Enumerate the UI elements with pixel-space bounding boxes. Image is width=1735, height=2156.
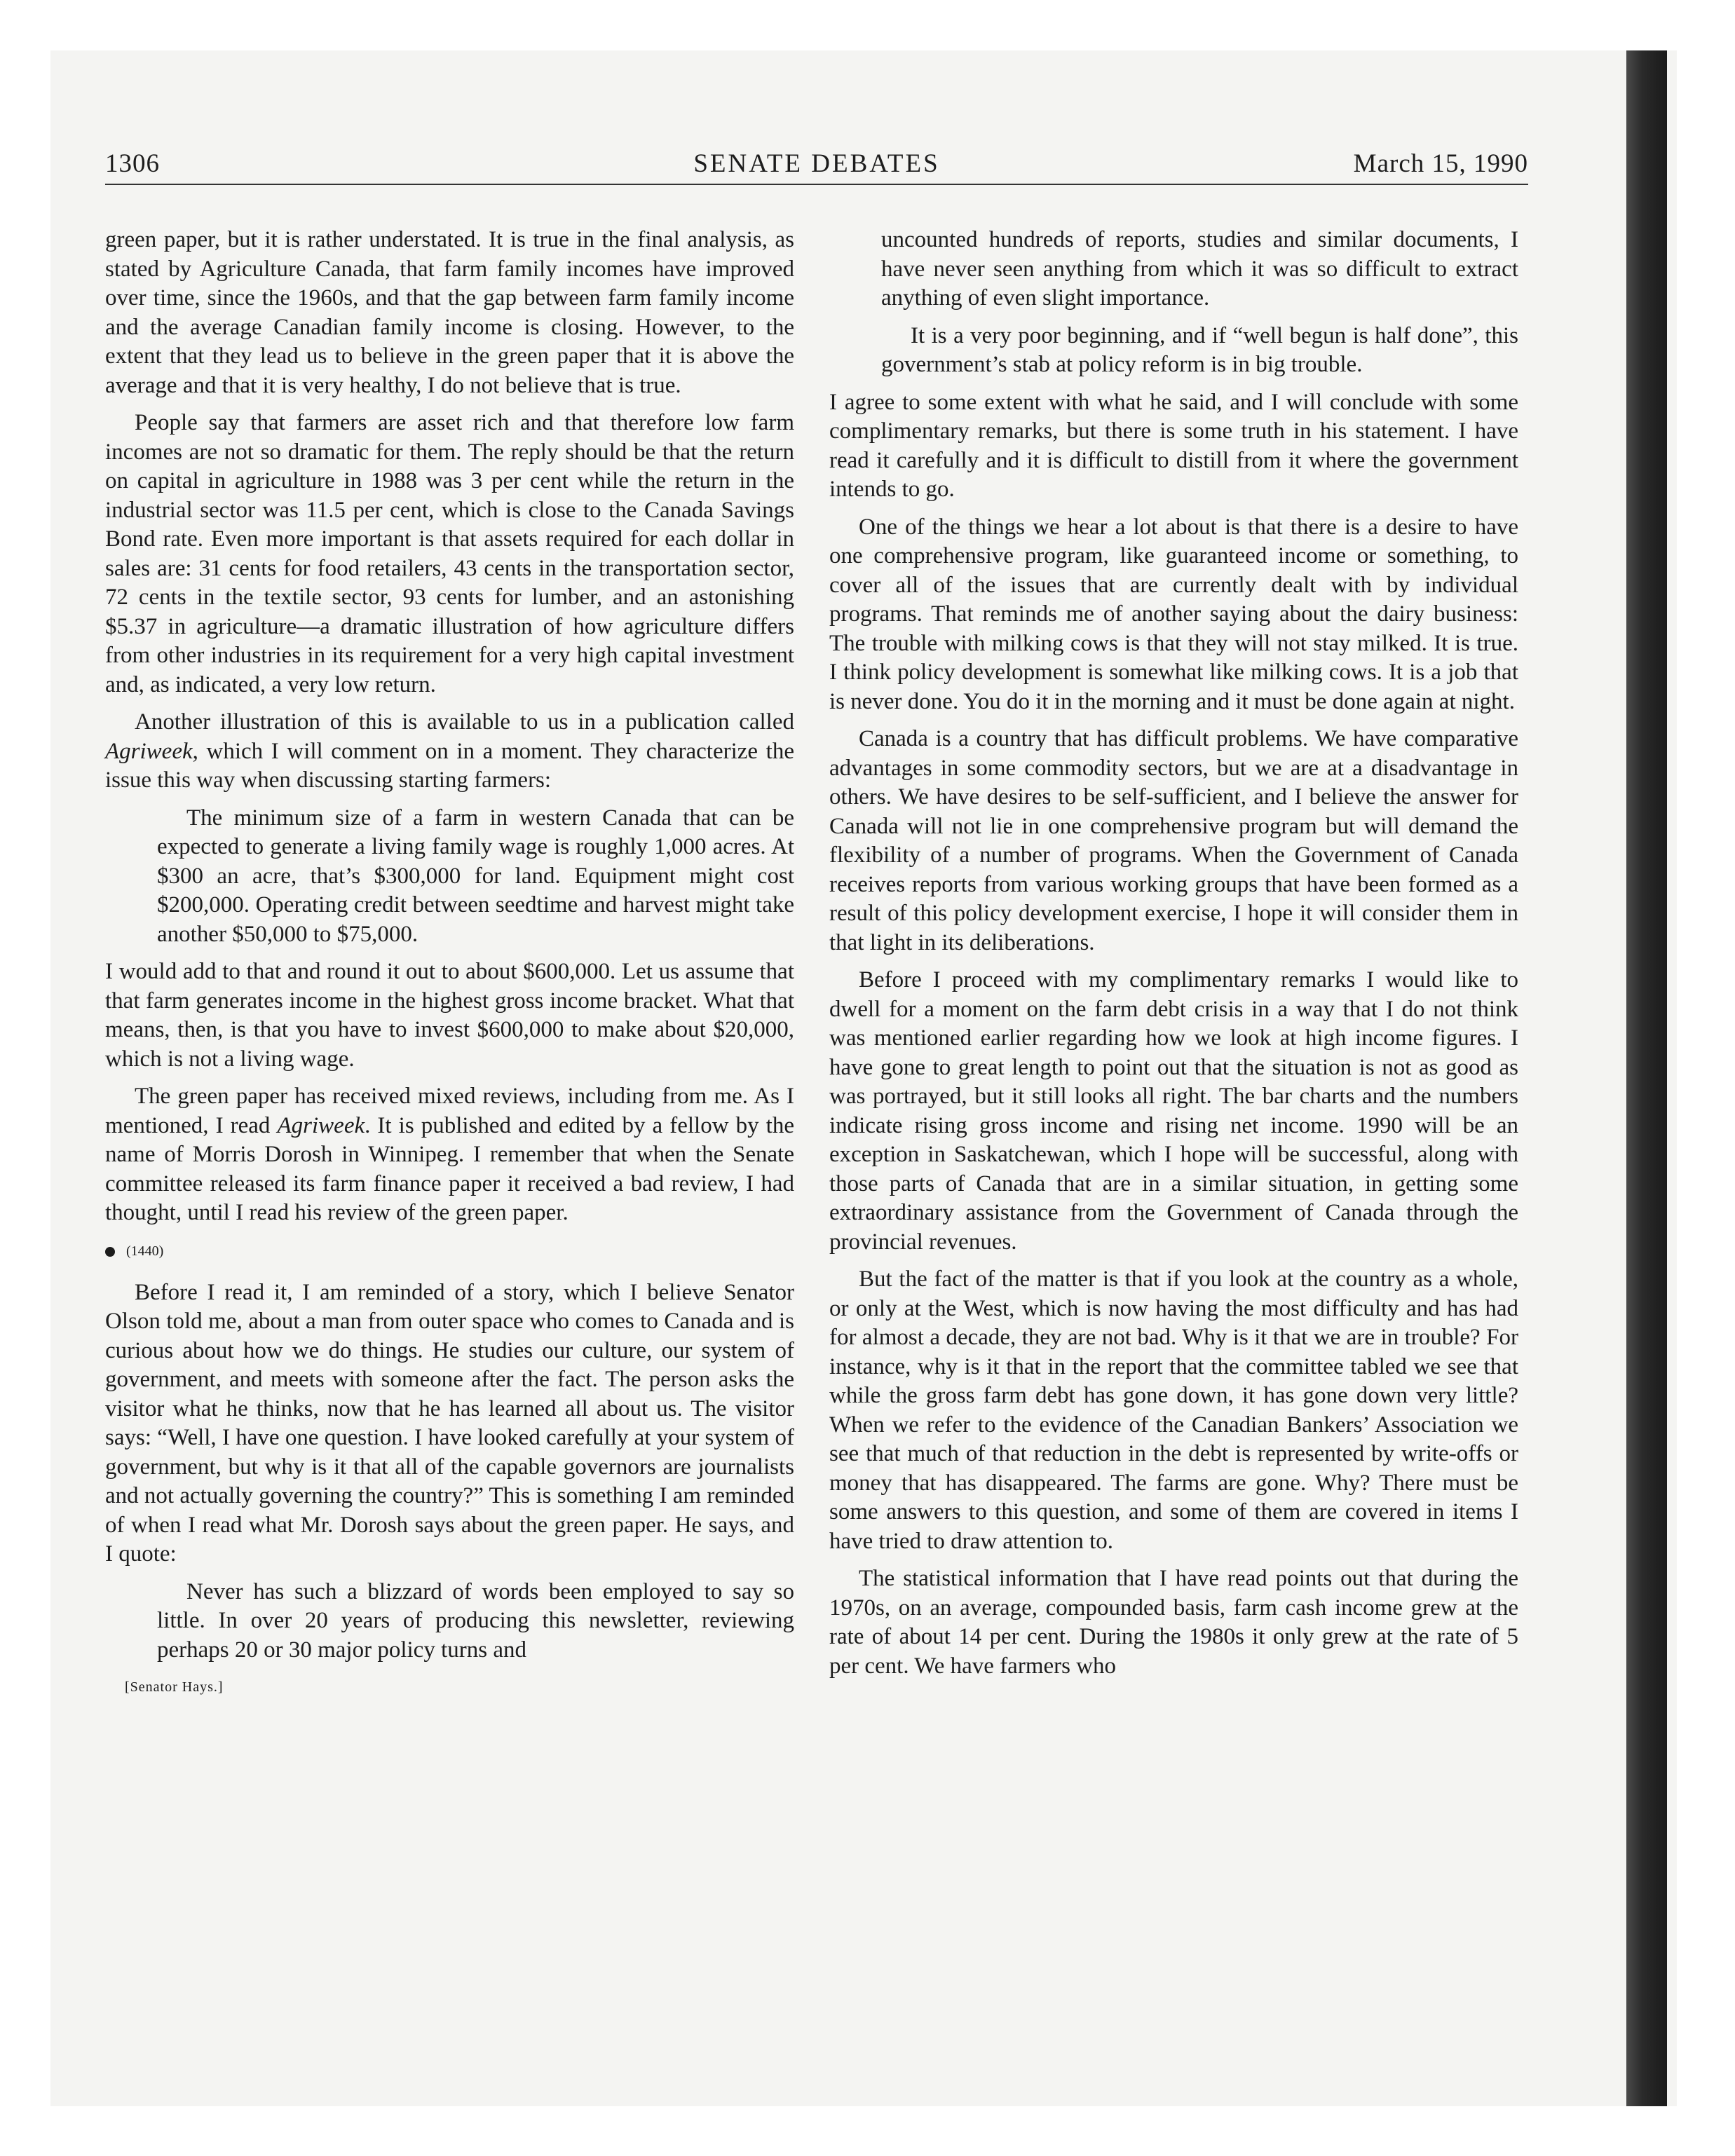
paragraph: The statistical information that I have read points out that during the 1970s, on an average, compounded basis, farm cash income grew at the rate of about 14 per cent. During the 1980s it only grew at the rate of 5 per cent. We have farmers who (829, 1566, 1518, 1679)
timestamp: (1440) (126, 1243, 164, 1259)
publication-title: SENATE DEBATES (693, 149, 940, 178)
left-column (105, 226, 794, 1703)
page-number: 1306 (105, 149, 160, 178)
block-quote: It is a very poor beginning, and if “well begun is half done”, this government’s stab at policy reform is in big trouble. (881, 322, 1518, 377)
paragraph: People say that farmers are asset rich and that therefore low farm incomes are not so dramatic for them. The reply should be that the return on capital in agriculture in 1988 was 3 per cent while the return in the industrial sector was 11.5 per cent, which is close to the Canada Savings Bond rate. Even more important is that assets required for each dollar in sales are: 31 cents for food retailers, 43 cents in the transportation sector, 72 cents in the textile sector, 93 cents for lumber, and an astonishing $5.37 in agriculture—a dramatic illustration of how agriculture differs from other industries in its requirement for a very high capital investment and, as indicated, a very low return. (105, 410, 794, 697)
page-header (105, 147, 1528, 185)
text-run: . It is published and edited by a fellow by the name of Morris Dorosh in Winnipeg. I remember that when the Senate committee released its farm finance paper it received a bad review, I had thought, until I read his review of the green paper. (105, 1112, 794, 1225)
block-quote: The minimum size of a farm in western Canada that can be expected to generate a living family wage is roughly 1,000 acres. At $300 an acre, that’s $300,000 for land. Equipment might cost $200,000. Operating credit between seedtime and harvest might take another $50,000 to $75,000. (157, 805, 794, 947)
scan-edge-shadow (1626, 50, 1667, 2106)
paragraph: Canada is a country that has difficult problems. We have comparative advantages in some commodity sectors, but we are at a disadvantage in others. We have desires to be self-sufficient, and I believe the answer for Canada will not lie in one comprehensive program but will demand the flexibility of a number of programs. When the Government of Canada receives reports from various working groups that have been formed as a result of this policy development exercise, I hope it will consider them in that light in its deliberations. (829, 726, 1518, 955)
block-quote: Never has such a blizzard of words been employed to say so little. In over 20 years of producing this newsletter, reviewing perhaps 20 or 30 major policy turns and (157, 1578, 794, 1663)
publication-name: Agriweek (277, 1112, 365, 1138)
paragraph: But the fact of the matter is that if you look at the country as a whole, or only at the West, which is now having the most difficulty and has had for almost a decade, they are not bad. Why is it that we are in trouble? For instance, why is it that in the report that the committee tabled we see that while the gross farm debt has gone down, it has gone down very little? When we refer to the evidence of the Canadian Bankers’ Association we see that much of that reduction in the debt is represented by write-offs or money that has disappeared. The farms are gone. Why? There must be some answers to this question, and some of them are covered in items I have tried to draw attention to. (829, 1267, 1518, 1554)
text-run: , which I will comment on in a moment. They characterize the issue this way when discussing starting farmers: (105, 738, 794, 793)
paragraph: Before I read it, I am reminded of a story, which I believe Senator Olson told me, about a man from outer space who comes to Canada and is curious about how we do things. He studies our culture, our system of government, and meets with someone after the fact. The person asks the visitor what he thinks, now that he has learned all about us. The visitor says: “Well, I have one question. I have looked carefully at your system of government, but why is it that all of the capable governors are journalists and not actually governing the country?” This is something I am reminded of when I read what Mr. Dorosh says about the green paper. He says, and I quote: (105, 1279, 794, 1567)
text-run: Another illustration of this is available to us in a publication called (135, 709, 794, 735)
paragraph: Before I proceed with my complimentary remarks I would like to dwell for a moment on the farm debt crisis in a way that I do not think was mentioned earlier regarding how we look at high income figures. I have gone to great length to point out that the situation is not as good as was portrayed, but it still looks all right. The bar charts and the numbers indicate rising gross income and rising net income. 1990 will be an exception in Saskatchewan, which I hope will be successful, along with those parts of Canada that are in a similar situation, in getting some extraordinary assistance from the Government of Canada through the provincial revenues. (829, 967, 1518, 1255)
paragraph: I would add to that and round it out to about $600,000. Let us assume that that farm generates income in the highest gross income bracket. What that means, then, is that you have to invest $600,000 to make about $20,000, which is not a living wage. (105, 959, 794, 1072)
text-run: The green paper has received mixed reviews, including from me. As I mentioned, I read (105, 1084, 794, 1138)
speaker-footnote: [Senator Hays.] (125, 1679, 224, 1695)
page-date: March 15, 1990 (1353, 149, 1528, 178)
timestamp-marker (105, 1241, 794, 1262)
paragraph: I agree to some extent with what he said, and I will conclude with some complimentary remarks, but there is some truth in his statement. I have read it carefully and it is difficult to distill from it where the government intends to go. (829, 389, 1518, 502)
publication-name: Agriweek (105, 738, 193, 764)
right-column (829, 226, 1518, 1689)
paragraph (105, 708, 794, 796)
paragraph (105, 1082, 794, 1228)
paragraph: One of the things we hear a lot about is that there is a desire to have one comprehensive program, like guaranteed income or something, to cover all of the issues that are currently dealt with by individual programs. That reminds me of another saying about the dairy business: The trouble with milking cows is that they will not stay milked. It is true. I think policy development is somewhat like milking cows. It is a job that is never done. You do it in the morning and it must be done again at night. (829, 514, 1518, 714)
bullet-icon (105, 1247, 115, 1257)
paragraph: green paper, but it is rather understated. It is true in the final analysis, as stated by Agriculture Canada, that farm family incomes have improved over time, since the 1960s, and that the gap between farm family income and the average Canadian family income is closing. However, to the extent that they lead us to believe in the green paper that it is above the average and that it is very healthy, I do not believe that is true. (105, 227, 794, 398)
block-quote-continued: uncounted hundreds of reports, studies and similar documents, I have never seen anything from which it was so difficult to extract anything of even slight importance. (881, 227, 1518, 311)
